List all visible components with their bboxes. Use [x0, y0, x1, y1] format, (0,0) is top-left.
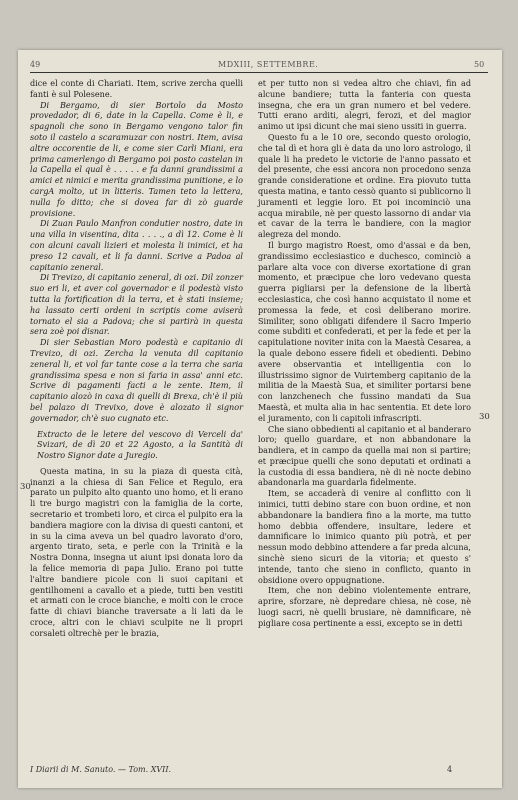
- right-column-paragraph: Item, che non debino violentemente entrare, aprire, sforzare, nè depredare chiesa, nè cose, nè luogi sacri, nè quelli brusiare, nè damnificare, nè pigliare cosa pertinente a essi, excepto se in detti: [258, 585, 471, 628]
- left-column-paragraph: Di Zuan Paulo Manfron condutier nostro, date in una villa in visentina, dita . . . ., a dì 12. Come è li con alcuni cavali lizieri et molesta li inimici, et ha preso 12 cavali, et li fa danni. Scrive a Padoa al capitanio zeneral.: [30, 218, 243, 272]
- right-column-paragraph: Item, se accaderà di venire al conflitto con li inimici, tutti debino stare con buon ordine, et non abbandonare la bandiera fino a la morte, ma tutto homo debbia offendere, insultare, ledere et damnificare lo inimico quanto più potrà, et per nessun modo debbino attendere a far preda alcuna, sinchè sieno sicuri de la vitoria; et questo s' intende, tanto che sieno in conflicto, quanto in obsidione overo oppugnatione.: [258, 488, 471, 585]
- margin-number-left: 30: [20, 482, 31, 492]
- left-column-paragraph: Di sier Sebastian Moro podestà e capitanio di Trevizo, di ozi. Zercha la venuta dil capitanio zeneral li, et vol far tante cose a la terra che saria grandissima spesa e non si faria in assa' anni etc. Scrive di pagamenti facti a le zente. Item, il capitanio alozò in caxa di quelli di Brexa, ch'è il più bel palazo di Trevixo, dove è alozato il signor governador, ch'è suo cugnato etc.: [30, 337, 243, 423]
- left-column-paragraph: dice el conte di Chariati. Item, scrive zercha quelli fanti è sul Polesene.: [30, 78, 243, 99]
- right-column-paragraph: et per tutto non si vedea altro che chiavi, fin ad alcune bandiere; tutta la fanteria con questa insegna, che era un gran numero et bel vedere. Tutti erano arditi, alegri, ferozi, et del magior animo ut ipsi dicunt che mai sieno ussiti in guerra.: [258, 78, 471, 132]
- left-column-paragraph: Extracto de le letere del vescovo di Verceli da' Svizari, de dì 20 et 22 Agosto, a la Santità di Nostro Signor date a Juregio.: [37, 428, 243, 461]
- left-column-paragraph: Questa matina, in su la piaza di questa cità, inanzi a la chiesa di San Felice et Regulo, era parato un pulpito alto quanto uno homo, et li erano li tre burgo magistri con la famiglia de la corte, secretario et trombeti loro, et circa el pulpito era la bandiera magiore con la divisa di questi cantoni, et in su la cima aveva un bel quadro lavorato d'oro, argento tirato, seta, e perle con la Trinità e la Nostra Donna, insegna ut aiunt ipsi donata loro da la felice memoria di papa Julio. Erano poi tutte l'altre bandiere picole con li suoi capitani et gentilhomeni a cavallo et a piede, tutti ben vestiti et armati con le croce bianche, e molti con le croce fatte di chiavi bianche traversate a li lati da le croce, altri con le chiavi sculpite ne li propri corsaleti oltrechè per le brazia,: [30, 465, 243, 638]
- footer-title: I Diarii di M. Sanuto. — Tom. XVII.: [30, 765, 172, 774]
- left-column-paragraph: Di Trevizo, di capitanio zeneral, di ozi. Dil zonzer suo eri li, et aver col governador e il podestà visto tutta la fortification di la terra, et è stati insieme; ha lassato certi ordeni in scriptis come aviserà tornato el sia a Padova; che si partirà in questa sera zoè poi disnar.: [30, 272, 243, 337]
- signature-mark: 4: [447, 765, 453, 774]
- page-number-left: 49: [30, 60, 41, 69]
- right-column: [258, 78, 471, 629]
- page-number-right: 50: [474, 60, 485, 69]
- left-column-paragraph: Di Bergamo, di sier Bortolo da Mosto provedador, di 6, date in la Capella. Come è li, e spagnoli che sono in Bergamo vengono talor fin soto il castelo a scaramuzar con nostri. Item, avisa altre occorentie de li, e come sier Carli Miani, era prima camerlengo di Bergamo poi posto castelan in la Capella el qual è . . . . . e fa danni grandissimi a amici et nimici e merita grandissima punitione, e lo cargA molto, ut in litteris. Tamen teto la lettera, nulla fo ditto; che si dovea far di zò guarde provisione.: [30, 99, 243, 218]
- right-column-paragraph: Che siano obbedienti al capitanio et al banderaro loro; quello guardare, et non abbandonare la bandiera, et in campo da quella mai non si partire; et præcipue quelli che sono deputati et ordinati a la custodia di essa bandiera, nè di nè nocte debino abandonarla ma guardarla fidelmente.: [258, 423, 471, 488]
- left-column: [30, 78, 243, 639]
- header-rule: [30, 72, 488, 73]
- margin-number-right: 30: [479, 412, 490, 422]
- right-column-paragraph: Questo fu a le 10 ore, secondo questo orologio, che tal dì et hora gli è data da uno loro astrologo, il quale li ha predeto le victorie de l'anno passato et del presente, che essi ancora non procedono senza grande consideratione et ordine. Era piovuto tutta questa matina, e tanto cessò quanto si publicorno li juramenti et leggie loro. Et poi incominciò una acqua mirabile, nè per questo lassorno di andar via et cavar de la terra le bandiere, con la magior alegreza del mondo.: [258, 131, 471, 240]
- running-header: MDXIII, SETTEMBRE.: [218, 60, 319, 69]
- right-column-paragraph: Il burgo magistro Roest, omo d'assai e da ben, grandissimo ecclesiastico e duchesco, cominciò a parlare alta voce con diverse exortatione di gran momento, et præcipue che loro vedevano questa guerra pigliarsi per la defensione de la libertà ecclesiastica, che così hanno acquistato il nome et promessa la fede, et così deliberano morire. Similiter, sono obligati difendere il Sacro Imperio come subditi et confederati, et per la fede et per la capitulatione noviter inita con la Maestà Cesarea, a la quale debono essere fideli et obedienti. Debino avere observantia et intelligentia con lo illustrissimo signor de Vuirtemberg capitanio de la militia de la Maestà Sua, et similiter portarsi bene con lanzchenech che fussino mandati da Sua Maestà, et multa alia in hac sententia. Et dete loro el juramento, con li capitoli infrascripti.: [258, 239, 471, 423]
